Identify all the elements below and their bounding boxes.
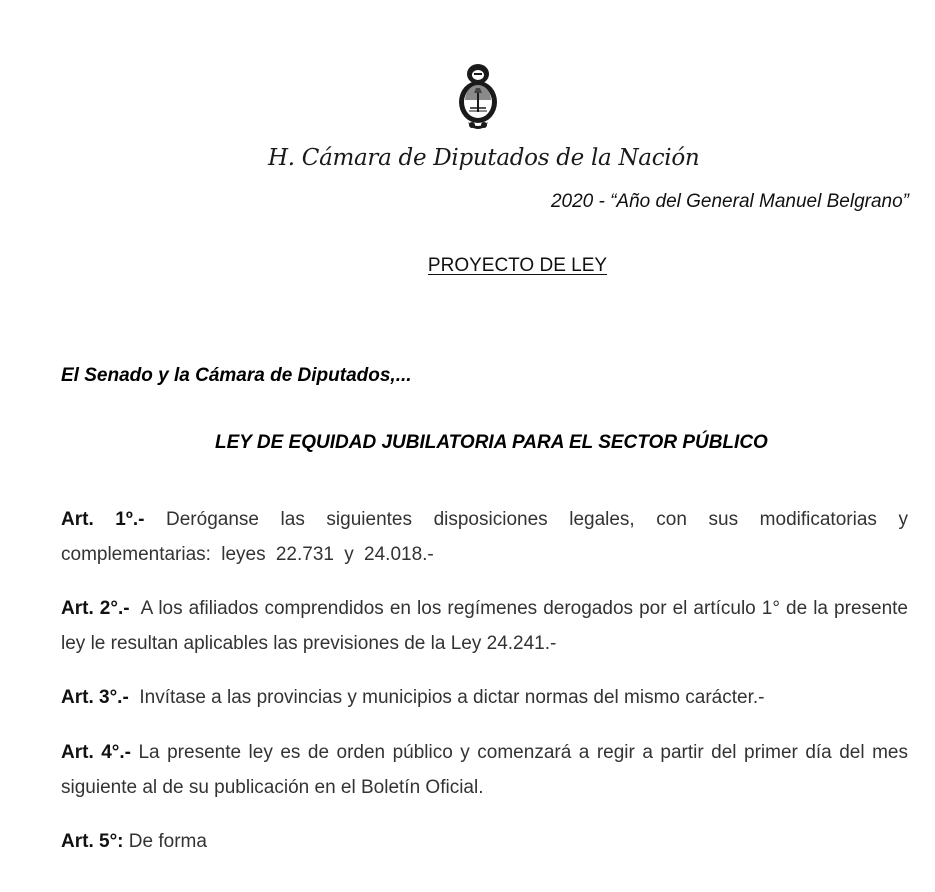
coat-of-arms-svg	[452, 60, 504, 132]
document-type-text: PROYECTO DE LEY	[427, 255, 608, 276]
article-text: Deróganse las siguientes disposiciones legales, con sus modificatorias y complementarias: leyes 22.731 y 24.018.-	[61, 509, 908, 565]
article-label: Art. 5°:	[61, 831, 124, 852]
article-text: Invítase a las provincias y municipios a dictar normas del mismo carácter.-	[139, 687, 765, 708]
article-text: La presente ley es de orden público y comenzará a regir a partir del primer día del mes siguiente al de su publicación en el Boletín Oficial.	[61, 742, 908, 798]
preamble: El Senado y la Cámara de Diputados,...	[61, 365, 412, 386]
article-label: Art. 4°.-	[61, 742, 131, 763]
article-label: Art. 3°.-	[61, 687, 129, 708]
article-3	[61, 680, 764, 715]
coat-of-arms-icon	[452, 60, 504, 132]
article-label: Art. 2°.-	[61, 598, 130, 619]
article-text: A los afiliados comprendidos en los regímenes derogados por el artículo 1° de la presente ley le resultan aplicables las previsiones de la Ley 24.241.-	[61, 598, 909, 654]
article-label: Art. 1º.-	[61, 509, 145, 530]
chamber-name: H. Cámara de Diputados de la Nación	[268, 145, 700, 171]
article-1	[61, 502, 908, 572]
article-text: De forma	[128, 831, 207, 852]
article-5	[61, 824, 207, 859]
law-title: LEY DE EQUIDAD JUBILATORIA PARA EL SECTOR PÚBLICO	[215, 432, 768, 453]
year-motto: 2020 - “Año del General Manuel Belgrano”	[550, 191, 909, 212]
article-2	[61, 591, 908, 661]
document-type-heading	[0, 255, 935, 277]
article-4	[61, 735, 908, 805]
